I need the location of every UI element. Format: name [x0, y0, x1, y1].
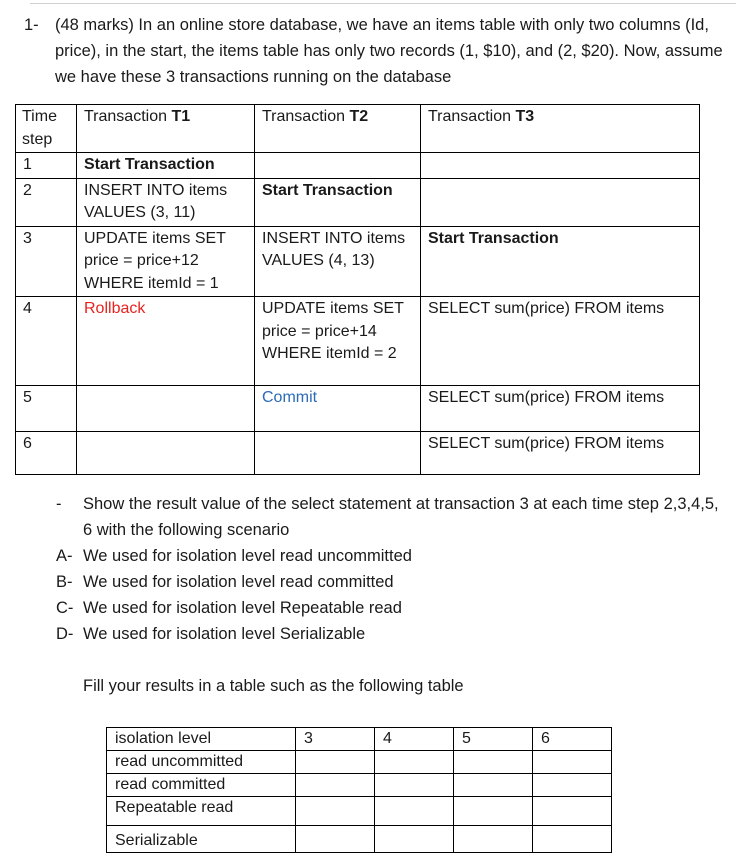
table-row	[107, 774, 612, 797]
list-item	[56, 595, 726, 621]
fill-instruction: Fill your results in a table such as the following table	[83, 677, 464, 695]
table-row	[16, 226, 700, 297]
result-cell	[375, 751, 454, 774]
question-text: (48 marks) In an online store database, we have an items table with only two columns (Id, price), in the start, the items table has only two records (1, $10), and (2, $20). Now, assume we have these 3 transactions running on the database	[55, 16, 723, 86]
top-divider	[30, 3, 736, 4]
table-row	[107, 797, 612, 826]
result-header-step-6: 6	[533, 728, 612, 751]
table-row	[107, 826, 612, 853]
list-text: We used for isolation level Repeatable read	[83, 599, 402, 617]
list-item	[56, 569, 726, 595]
result-cell	[454, 751, 533, 774]
result-header-step-5: 5	[454, 728, 533, 751]
list-text: We used for isolation level read uncommitted	[83, 547, 412, 565]
question-number: 1-	[24, 16, 39, 34]
table-row	[16, 297, 700, 386]
result-cell	[296, 826, 375, 853]
header-t1-bold: T1	[171, 108, 191, 125]
list-marker: D-	[56, 625, 74, 643]
result-cell	[454, 774, 533, 797]
result-header-step-3: 3	[296, 728, 375, 751]
instruction-intro	[56, 491, 726, 543]
header-time-step: Time step	[16, 105, 77, 153]
header-t3	[421, 105, 700, 153]
isolation-level-cell: read uncommitted	[107, 751, 296, 774]
instructions	[56, 491, 726, 647]
t1-cell-rollback: Rollback	[77, 297, 255, 386]
t3-cell: SELECT sum(price) FROM items	[421, 297, 700, 386]
t3-cell	[421, 153, 700, 179]
result-table-header	[107, 728, 612, 751]
table-row	[107, 751, 612, 774]
question-block	[24, 12, 724, 90]
table-row	[16, 432, 700, 475]
step-cell: 1	[16, 153, 77, 179]
t1-cell: Start Transaction	[77, 153, 255, 179]
result-cell	[296, 797, 375, 826]
t2-cell: UPDATE items SET price = price+14 WHERE itemId = 2	[255, 297, 421, 386]
result-cell	[533, 751, 612, 774]
t2-cell-commit: Commit	[255, 386, 421, 432]
list-item	[56, 621, 726, 647]
result-header-isolation: isolation level	[107, 728, 296, 751]
list-text: We used for isolation level read committed	[83, 573, 394, 591]
t1-cell: INSERT INTO items VALUES (3, 11)	[77, 178, 255, 226]
t1-cell	[77, 432, 255, 475]
list-marker: C-	[56, 599, 74, 617]
header-t3-prefix: Transaction	[428, 108, 516, 125]
list-marker: B-	[56, 573, 73, 591]
header-t1-prefix: Transaction	[84, 108, 172, 125]
result-table	[106, 727, 612, 853]
t2-cell	[255, 432, 421, 475]
list-marker: A-	[56, 547, 73, 565]
result-cell	[533, 774, 612, 797]
t3-cell: SELECT sum(price) FROM items	[421, 386, 700, 432]
isolation-level-cell: read committed	[107, 774, 296, 797]
table-row	[16, 178, 700, 226]
t2-cell	[255, 153, 421, 179]
step-cell: 5	[16, 386, 77, 432]
table-row	[16, 153, 700, 179]
result-cell	[375, 826, 454, 853]
result-cell	[375, 797, 454, 826]
step-cell: 4	[16, 297, 77, 386]
list-text: We used for isolation level Serializable	[83, 625, 366, 643]
header-t3-bold: T3	[515, 108, 535, 125]
result-cell	[375, 774, 454, 797]
intro-text: Show the result value of the select statement at transaction 3 at each time step 2,3,4,5, 6 with the following scenario	[83, 495, 719, 539]
transaction-table	[15, 104, 700, 475]
list-item	[56, 543, 726, 569]
result-cell	[454, 826, 533, 853]
header-t2	[255, 105, 421, 153]
t1-cell	[77, 386, 255, 432]
table-row	[16, 386, 700, 432]
isolation-level-cell: Serializable	[107, 826, 296, 853]
dash-marker: -	[56, 495, 62, 513]
result-cell	[533, 826, 612, 853]
t2-cell: INSERT INTO items VALUES (4, 13)	[255, 226, 421, 297]
result-cell	[533, 797, 612, 826]
result-cell	[296, 774, 375, 797]
step-cell: 3	[16, 226, 77, 297]
header-t1	[77, 105, 255, 153]
step-cell: 2	[16, 178, 77, 226]
t3-cell: SELECT sum(price) FROM items	[421, 432, 700, 475]
result-cell	[296, 751, 375, 774]
isolation-level-cell: Repeatable read	[107, 797, 296, 826]
step-cell: 6	[16, 432, 77, 475]
result-header-step-4: 4	[375, 728, 454, 751]
t1-cell: UPDATE items SET price = price+12 WHERE itemId = 1	[77, 226, 255, 297]
header-t2-bold: T2	[349, 108, 369, 125]
t3-cell	[421, 178, 700, 226]
t2-cell: Start Transaction	[255, 178, 421, 226]
t3-cell: Start Transaction	[421, 226, 700, 297]
transaction-table-header	[16, 105, 700, 153]
result-cell	[454, 797, 533, 826]
header-t2-prefix: Transaction	[262, 108, 350, 125]
